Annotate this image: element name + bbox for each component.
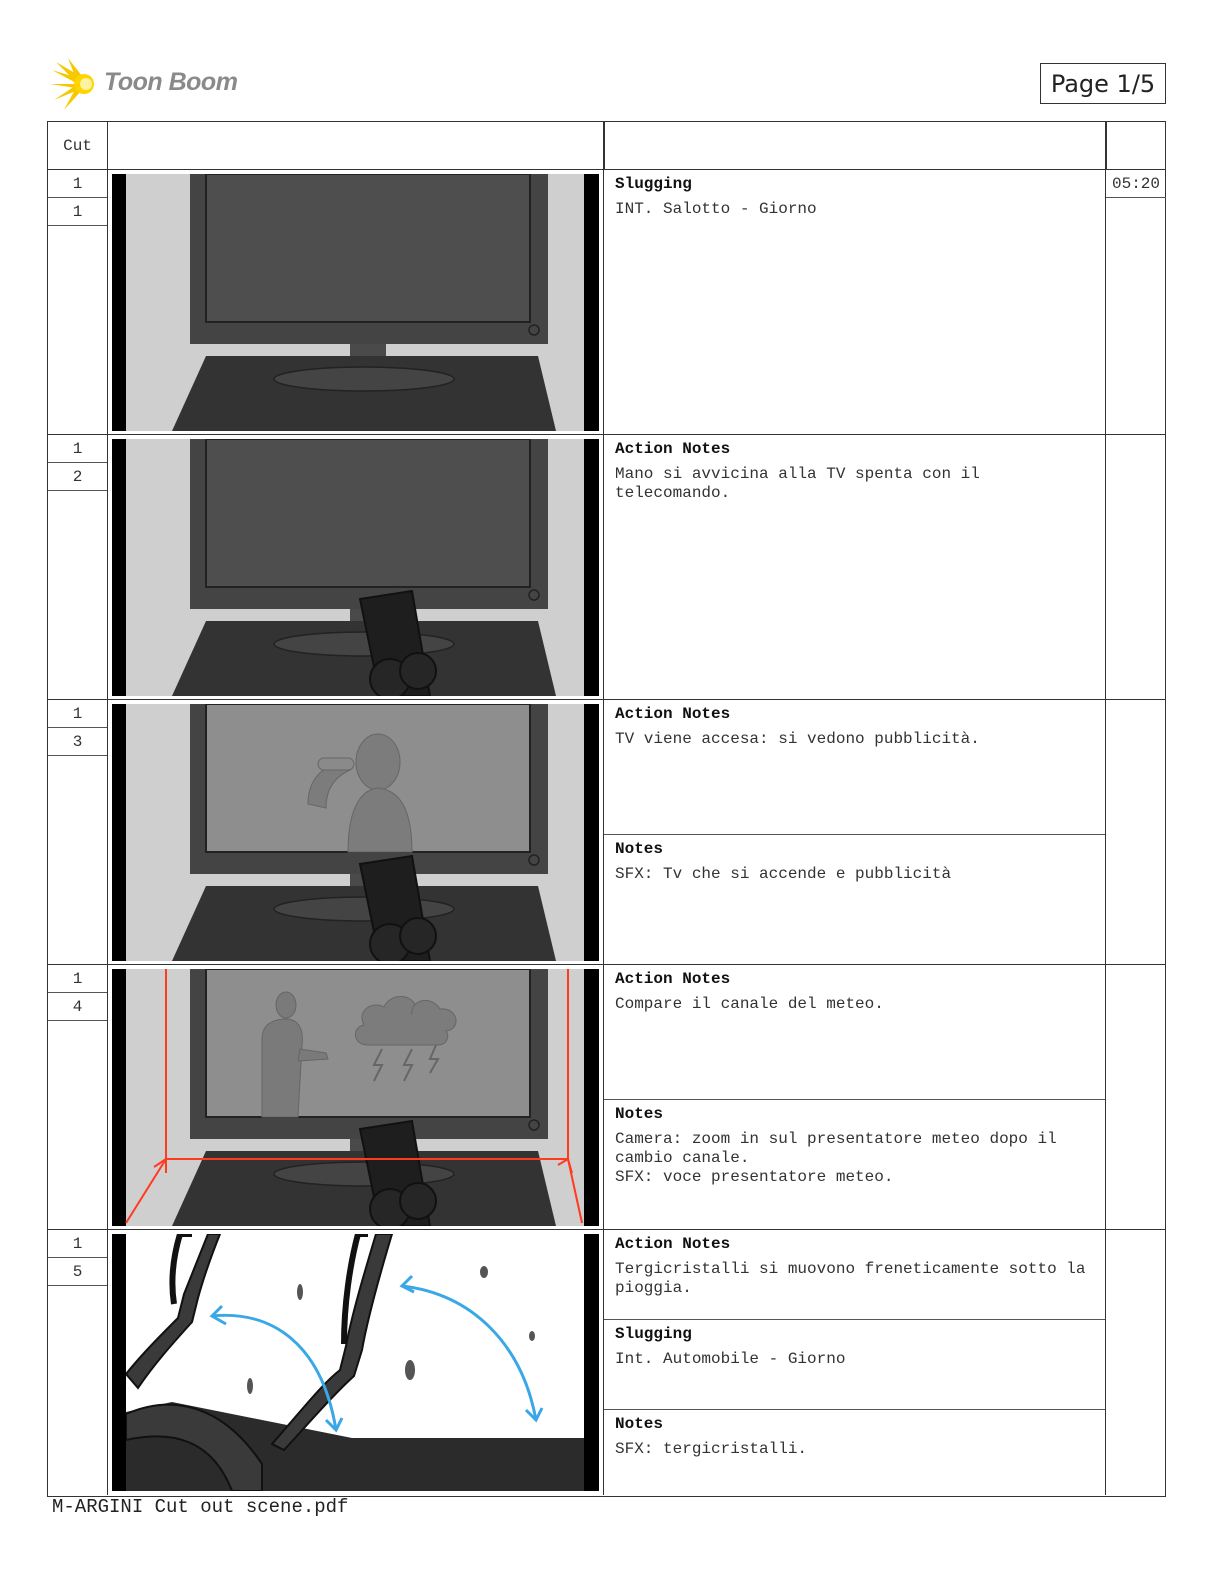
section-text: Camera: zoom in sul presentatore meteo dopo il cambio canale. SFX: voce presentatore meteo. <box>615 1130 1057 1186</box>
panel-drawing <box>112 969 599 1226</box>
duration-cell <box>1106 700 1166 964</box>
notes-section <box>604 700 1105 835</box>
storyboard-row-5 <box>48 1230 1165 1495</box>
logo-text: Toon Boom <box>104 68 238 96</box>
notes-section <box>604 835 1105 965</box>
section-title: Notes <box>615 1415 664 1433</box>
duration-cell <box>1106 1230 1166 1495</box>
scene-number: 1 <box>48 965 107 993</box>
storyboard-row-4 <box>48 965 1165 1230</box>
section-text: SFX: Tv che si accende e pubblicità <box>615 865 952 883</box>
panel-number: 1 <box>48 198 107 226</box>
section-title: Action Notes <box>615 1235 731 1253</box>
section-title: Slugging <box>615 175 692 193</box>
section-text: INT. Salotto - Giorno <box>615 200 817 218</box>
scene-number: 1 <box>48 700 107 728</box>
section-text: Tergicristalli si muovono freneticamente sotto la pioggia. <box>615 1260 1086 1297</box>
header-divider <box>1105 122 1107 170</box>
notes-cell <box>603 700 1106 964</box>
panel-number: 4 <box>48 993 107 1021</box>
panel-drawing <box>112 1234 599 1491</box>
section-title: Action Notes <box>615 970 731 988</box>
scene-number: 1 <box>48 435 107 463</box>
cut-cell <box>48 700 108 964</box>
cut-column-header: Cut <box>48 122 108 170</box>
toon-boom-logo <box>48 56 248 112</box>
footer-filename: M-ARGINI Cut out scene.pdf <box>52 1496 349 1518</box>
page-indicator: Page 1/5 <box>1040 63 1166 104</box>
cut-cell <box>48 1230 108 1495</box>
section-title: Notes <box>615 1105 664 1123</box>
storyboard-table <box>47 121 1166 1497</box>
panel-drawing <box>112 704 599 961</box>
duration-cell <box>1106 170 1166 434</box>
starburst-icon <box>48 56 104 112</box>
storyboard-row-3 <box>48 700 1165 965</box>
panel-number: 2 <box>48 463 107 491</box>
notes-cell <box>603 170 1106 434</box>
scene-number: 1 <box>48 1230 107 1258</box>
notes-section <box>604 170 1105 435</box>
panel-drawing <box>112 174 599 431</box>
notes-cell <box>603 965 1106 1229</box>
notes-section <box>604 1230 1105 1320</box>
duration-cell <box>1106 435 1166 699</box>
cut-cell <box>48 170 108 434</box>
table-header <box>48 122 1165 170</box>
section-title: Notes <box>615 840 664 858</box>
notes-section <box>604 1100 1105 1230</box>
section-text: Int. Automobile - Giorno <box>615 1350 846 1368</box>
panel-number: 3 <box>48 728 107 756</box>
storyboard-row-2 <box>48 435 1165 700</box>
section-title: Slugging <box>615 1325 692 1343</box>
section-title: Action Notes <box>615 705 731 723</box>
storyboard-row-1 <box>48 170 1165 435</box>
notes-section <box>604 1410 1105 1495</box>
notes-section <box>604 965 1105 1100</box>
cut-cell <box>48 965 108 1229</box>
section-text: Compare il canale del meteo. <box>615 995 884 1013</box>
duration-value: 05:20 <box>1106 170 1166 198</box>
notes-cell <box>603 435 1106 699</box>
notes-section <box>604 435 1105 700</box>
cut-cell <box>48 435 108 699</box>
notes-cell <box>603 1230 1106 1495</box>
notes-section <box>604 1320 1105 1410</box>
section-title: Action Notes <box>615 440 731 458</box>
duration-cell <box>1106 965 1166 1229</box>
section-text: Mano si avvicina alla TV spenta con il telecomando. <box>615 465 980 502</box>
panel-number: 5 <box>48 1258 107 1286</box>
header-divider <box>603 122 605 170</box>
panel-drawing <box>112 439 599 696</box>
section-text: SFX: tergicristalli. <box>615 1440 808 1458</box>
scene-number: 1 <box>48 170 107 198</box>
section-text: TV viene accesa: si vedono pubblicità. <box>615 730 980 748</box>
